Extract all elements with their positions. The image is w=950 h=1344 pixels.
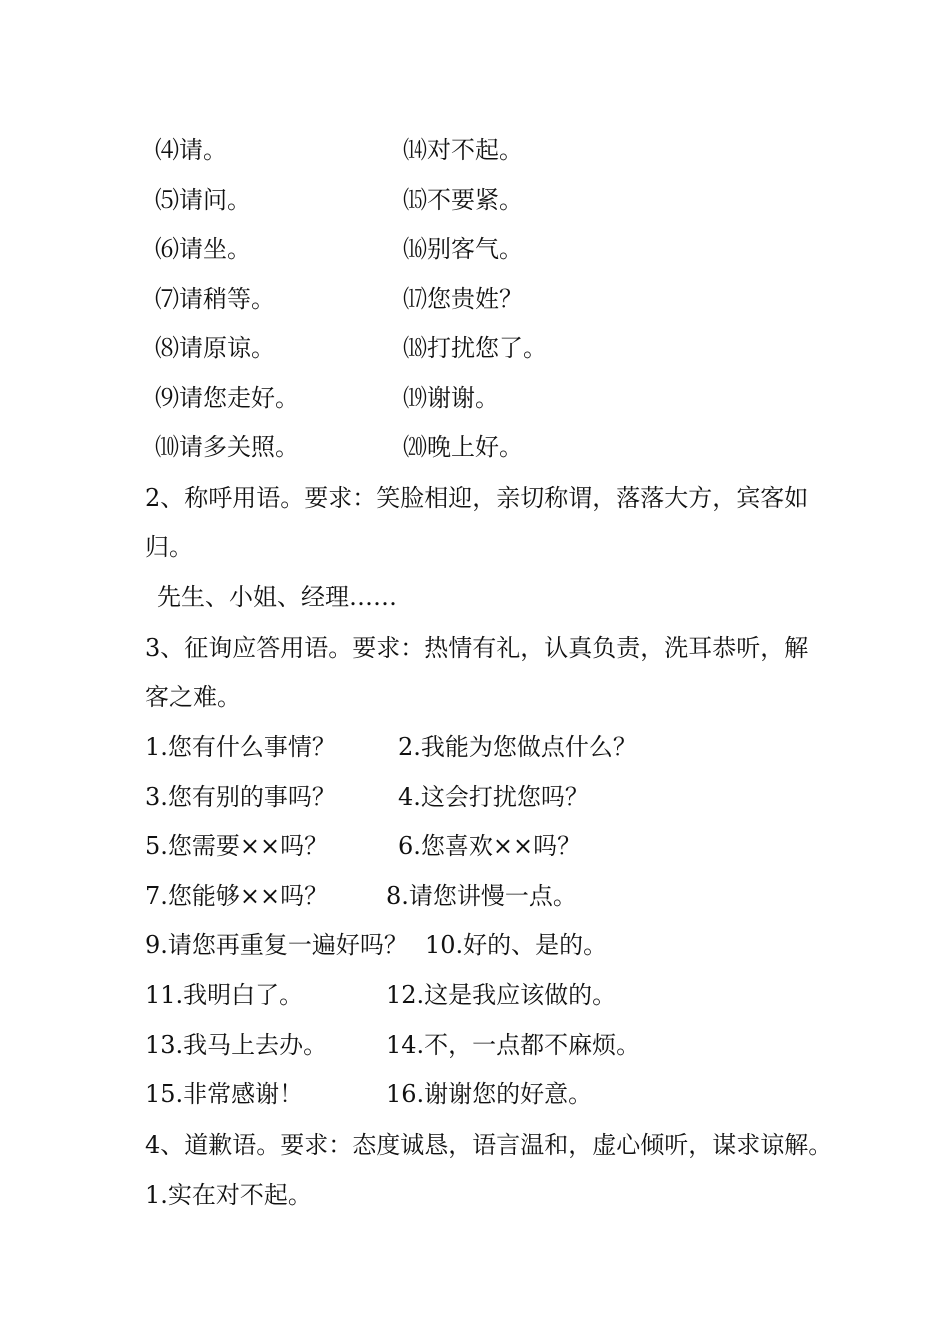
list-item-left: 15.非常感谢！ (145, 1080, 304, 1108)
list-item-left: ⑸请问。 (155, 186, 251, 214)
list-item-left: 11.我明白了。 (145, 981, 304, 1009)
list-item-right: ⒄您贵姓？ (403, 285, 523, 313)
list-item-left: ⑺请稍等。 (155, 285, 275, 313)
list-item-right: 14.不，一点都不麻烦。 (386, 1031, 641, 1059)
example-text: 先生、小姐、经理…… (157, 583, 397, 611)
list-item-left: ⑻请原谅。 (155, 334, 275, 362)
list-item-left: ⑽请多关照。 (155, 433, 299, 461)
list-item-left: ⑼请您走好。 (155, 384, 299, 412)
section-heading-continuation: 归。 (145, 533, 193, 561)
list-item-right: ⒇晚上好。 (403, 433, 523, 461)
list-item-right: 16.谢谢您的好意。 (386, 1080, 593, 1108)
list-item-right: 12.这是我应该做的。 (386, 981, 617, 1009)
list-item-left: 1.您有什么事情？ (145, 733, 336, 761)
list-item: 1.实在对不起。 (145, 1181, 312, 1209)
list-item-right: ⒂不要紧。 (403, 186, 523, 214)
list-item-right: ⒆谢谢。 (403, 384, 499, 412)
list-item-right: ⒅打扰您了。 (403, 334, 547, 362)
list-item-left: 3.您有别的事吗？ (145, 783, 336, 811)
list-item-left: 13.我马上去办。 (145, 1031, 328, 1059)
list-item-right: 6.您喜欢××吗？ (398, 832, 582, 860)
section-heading-continuation: 客之难。 (145, 683, 241, 711)
list-item-right: 4.这会打扰您吗？ (398, 783, 589, 811)
list-item-left: ⑹请坐。 (155, 235, 251, 263)
list-item-left: 7.您能够××吗？ (145, 882, 329, 910)
section-heading: 3、征询应答用语。要求：热情有礼，认真负责，洗耳恭听，解 (145, 634, 809, 662)
list-item-left: 5.您需要××吗？ (145, 832, 329, 860)
list-item-right: ⒃别客气。 (403, 235, 523, 263)
list-item-right: ⒁对不起。 (403, 136, 523, 164)
list-item-left: ⑷请。 (155, 136, 227, 164)
section-heading: 2、称呼用语。要求：笑脸相迎，亲切称谓，落落大方，宾客如 (145, 484, 809, 512)
list-item-right: 10.好的、是的。 (425, 931, 608, 959)
list-item-right: 2.我能为您做点什么？ (398, 733, 637, 761)
section-heading: 4、道歉语。要求：态度诚恳，语言温和，虚心倾听，谋求谅解。 (145, 1131, 833, 1159)
list-item-right: 8.请您讲慢一点。 (386, 882, 577, 910)
list-item-left: 9.请您再重复一遍好吗？ (145, 931, 408, 959)
